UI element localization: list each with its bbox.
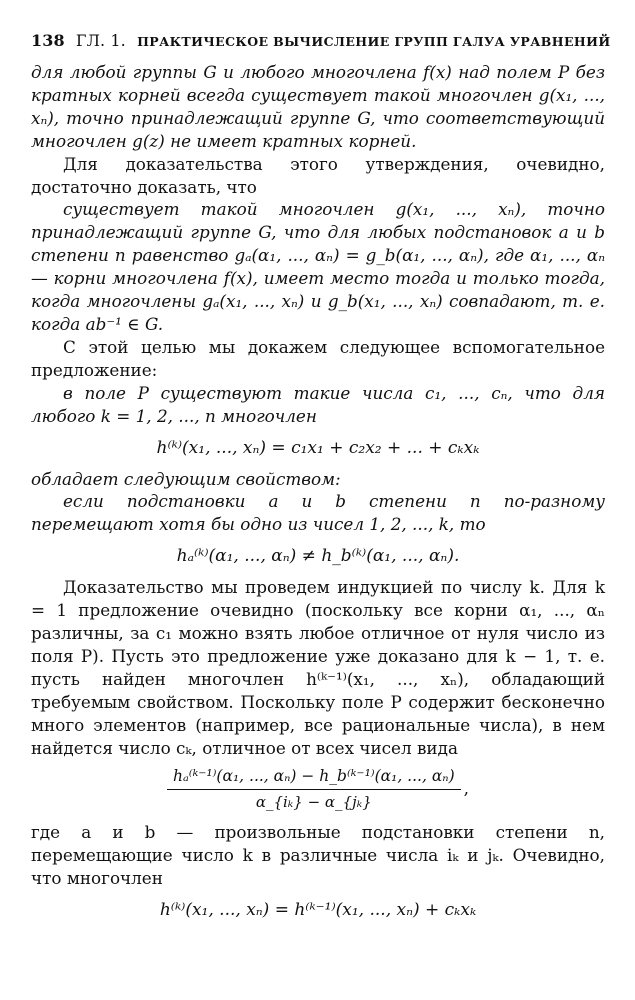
equation-inequality: hₐ⁽ᵏ⁾(α₁, ..., αₙ) ≠ h_b⁽ᵏ⁾(α₁, ..., αₙ). xyxy=(176,546,460,567)
paragraph-induction-proof: Доказательство мы проведем индукцией по числу k. Для k = 1 предложение очевидно (поскольку все корни α₁, ..., αₙ различны, за c₁ можно взять любое отличное от нуля число из поля P). Пусть это предложение уже доказано для k − 1, т. е. пусть найден многочлен h⁽ᵏ⁻¹⁾(x₁, ..., xₙ), обладающий требуемым свойством. Поскольку поле P содержит бесконечно много элементов (например, все рациональные числа), в нем найдется число cₖ, отличное от всех чисел вида xyxy=(31,577,605,758)
equation-h-k: h⁽ᵏ⁾(x₁, ..., xₙ) = c₁x₁ + c₂x₂ + ... + cₖxₖ xyxy=(156,437,480,458)
paragraph-property: если подстановки a и b степени n по-разному перемещают хотя бы одно из чисел 1, 2, ..., k, то xyxy=(31,491,605,535)
paragraph-substitutions: где a и b — произвольные подстановки степени n, перемещающие число k в различные числа iₖ и jₖ. Очевидно, что многочлен xyxy=(31,822,605,889)
chapter-title: ПРАКТИЧЕСКОЕ ВЫЧИСЛЕНИЕ ГРУПП ГАЛУА УРАВНЕНИЙ xyxy=(137,34,611,49)
page-number: 138 xyxy=(31,31,65,50)
fraction-denominator: α_{iₖ} − α_{jₖ} xyxy=(255,793,372,812)
fraction-expression xyxy=(31,767,605,811)
fraction xyxy=(167,767,461,811)
paragraph-auxiliary-intro: С этой целью мы докажем следующее вспомогательное предложение: xyxy=(31,336,605,380)
paragraph-auxiliary-proposition: в поле P существуют такие числа c₁, ..., cₙ, что для любого k = 1, 2, ..., n многочлен xyxy=(31,382,605,426)
paragraph-statement: для любой группы G и любого многочлена f(x) над полем P без кратных корней всегда существует такой многочлен g(x₁, ..., xₙ), точно принадлежащий группе G, что соответствующий многочлен g(z) не имеет кратных корней. xyxy=(31,62,605,151)
paragraph-proof-intro: Для доказательства этого утверждения, очевидно, достаточно доказать, что xyxy=(31,153,605,197)
fraction-numerator: hₐ⁽ᵏ⁻¹⁾(α₁, ..., αₙ) − h_b⁽ᵏ⁻¹⁾(α₁, ..., αₙ) xyxy=(172,767,455,786)
fraction-comma: , xyxy=(463,779,470,800)
equation-recursive: h⁽ᵏ⁾(x₁, ..., xₙ) = h⁽ᵏ⁻¹⁾(x₁, ..., xₙ) + cₖxₖ xyxy=(159,900,477,921)
paragraph-property-intro: обладает следующим свойством: xyxy=(31,468,341,489)
paragraph-reduced-statement: существует такой многочлен g(x₁, ..., xₙ), точно принадлежащий группе G, что для любых подстановок a и b степени n равенство gₐ(α₁, ..., αₙ) = g_b(α₁, ..., αₙ), где α₁, ..., αₙ — корни многочлена f(x), имеет место тогда и только тогда, когда многочлены gₐ(x₁, ..., xₙ) и g_b(x₁, ..., xₙ) совпадают, т. е. когда ab⁻¹ ∈ G. xyxy=(31,199,605,334)
running-header xyxy=(31,30,611,53)
chapter-label: ГЛ. 1. xyxy=(75,31,126,50)
